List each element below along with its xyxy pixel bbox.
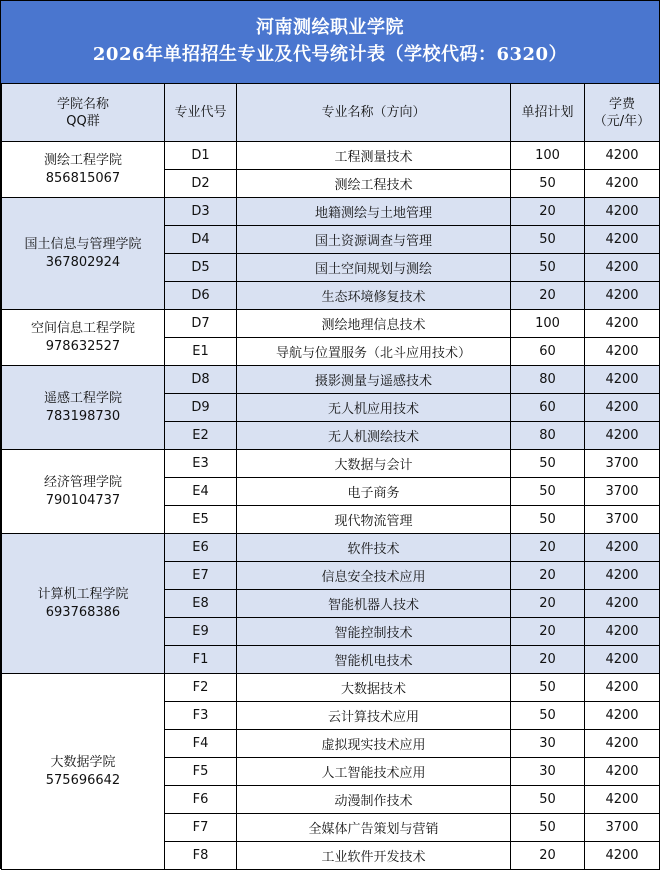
- college-name: 国土信息与管理学院: [24, 236, 142, 252]
- major-name: 现代物流管理: [237, 506, 511, 534]
- title-banner: [1, 1, 659, 83]
- major-name: 测绘工程技术: [237, 170, 511, 198]
- tuition-fee: 4200: [585, 842, 660, 870]
- major-code: F8: [165, 842, 237, 870]
- table-row: [2, 198, 660, 226]
- major-code: F2: [165, 674, 237, 702]
- table-title: 2026年单招招生专业及代号统计表（学校代码：6320）: [92, 44, 568, 65]
- major-name: 国土资源调查与管理: [237, 226, 511, 254]
- qq-group-number: 693768386: [45, 604, 121, 620]
- college-cell: [2, 674, 165, 870]
- major-name: 摄影测量与遥感技术: [237, 366, 511, 394]
- major-name: 大数据与会计: [237, 450, 511, 478]
- header-fee: [585, 84, 660, 142]
- tuition-fee: 3700: [585, 506, 660, 534]
- major-name: 无人机应用技术: [237, 394, 511, 422]
- major-name: 工程测量技术: [237, 142, 511, 170]
- tuition-fee: 4200: [585, 366, 660, 394]
- major-code: E3: [165, 450, 237, 478]
- major-name: 电子商务: [237, 478, 511, 506]
- major-name: 工业软件开发技术: [237, 842, 511, 870]
- header-college-label: 学院名称: [56, 96, 109, 112]
- college-cell: [2, 366, 165, 450]
- enrollment-plan: 20: [511, 590, 585, 618]
- major-code: E8: [165, 590, 237, 618]
- majors-table: [1, 83, 660, 870]
- enrollment-plan: 80: [511, 366, 585, 394]
- major-code: D1: [165, 142, 237, 170]
- major-name: 全媒体广告策划与营销: [237, 814, 511, 842]
- enrollment-plan: 50: [511, 170, 585, 198]
- college-name: 大数据学院: [50, 754, 116, 770]
- major-name: 导航与位置服务（北斗应用技术）: [237, 338, 511, 366]
- tuition-fee: 4200: [585, 730, 660, 758]
- major-code: E2: [165, 422, 237, 450]
- major-code: F1: [165, 646, 237, 674]
- tuition-fee: 3700: [585, 450, 660, 478]
- college-cell: [2, 450, 165, 534]
- tuition-fee: 4200: [585, 254, 660, 282]
- enrollment-plan: 50: [511, 814, 585, 842]
- major-name: 人工智能技术应用: [237, 758, 511, 786]
- major-code: D9: [165, 394, 237, 422]
- header-plan: 单招计划: [511, 84, 585, 142]
- tuition-fee: 4200: [585, 534, 660, 562]
- major-name: 智能控制技术: [237, 618, 511, 646]
- table-row: [2, 366, 660, 394]
- tuition-fee: 3700: [585, 478, 660, 506]
- major-code: D6: [165, 282, 237, 310]
- major-code: E7: [165, 562, 237, 590]
- major-name: 测绘地理信息技术: [237, 310, 511, 338]
- major-code: E4: [165, 478, 237, 506]
- major-code: D3: [165, 198, 237, 226]
- header-row: [2, 84, 660, 142]
- major-code: F4: [165, 730, 237, 758]
- major-code: F7: [165, 814, 237, 842]
- table-row: [2, 142, 660, 170]
- enrollment-plan: 20: [511, 646, 585, 674]
- header-code: 专业代号: [165, 84, 237, 142]
- major-name: 无人机测绘技术: [237, 422, 511, 450]
- enrollment-plan: 80: [511, 422, 585, 450]
- table-row: [2, 310, 660, 338]
- major-name: 信息安全技术应用: [237, 562, 511, 590]
- tuition-fee: 4200: [585, 394, 660, 422]
- tuition-fee: 4200: [585, 282, 660, 310]
- enrollment-plan: 50: [511, 674, 585, 702]
- major-code: D2: [165, 170, 237, 198]
- major-code: E9: [165, 618, 237, 646]
- tuition-fee: 4200: [585, 198, 660, 226]
- college-cell: [2, 534, 165, 674]
- tuition-fee: 4200: [585, 142, 660, 170]
- major-code: E6: [165, 534, 237, 562]
- enrollment-plan: 20: [511, 534, 585, 562]
- major-code: F3: [165, 702, 237, 730]
- college-cell: [2, 198, 165, 310]
- enrollment-plan: 50: [511, 478, 585, 506]
- major-code: D5: [165, 254, 237, 282]
- qq-group-number: 978632527: [45, 338, 121, 354]
- major-code: D4: [165, 226, 237, 254]
- major-name: 动漫制作技术: [237, 786, 511, 814]
- major-name: 大数据技术: [237, 674, 511, 702]
- enrollment-plan: 50: [511, 254, 585, 282]
- table-row: [2, 534, 660, 562]
- tuition-fee: 4200: [585, 786, 660, 814]
- college-cell: [2, 310, 165, 366]
- enrollment-plan: 20: [511, 842, 585, 870]
- college-name: 遥感工程学院: [43, 390, 122, 406]
- header-major: 专业名称（方向）: [237, 84, 511, 142]
- qq-group-number: 783198730: [45, 408, 121, 424]
- enrollment-plan: 100: [511, 142, 585, 170]
- major-name: 地籍测绘与土地管理: [237, 198, 511, 226]
- enrollment-plan: 20: [511, 618, 585, 646]
- college-name: 经济管理学院: [43, 474, 122, 490]
- tuition-fee: 4200: [585, 310, 660, 338]
- enrollment-plan: 30: [511, 758, 585, 786]
- college-name: 测绘工程学院: [43, 152, 122, 168]
- major-name: 智能机电技术: [237, 646, 511, 674]
- tuition-fee: 4200: [585, 338, 660, 366]
- header-fee-unit: （元/年）: [593, 113, 651, 129]
- tuition-fee: 4200: [585, 590, 660, 618]
- tuition-fee: 4200: [585, 758, 660, 786]
- enrollment-plan: 30: [511, 730, 585, 758]
- enrollment-plan: 50: [511, 450, 585, 478]
- table-row: [2, 450, 660, 478]
- college-name: 空间信息工程学院: [30, 320, 135, 336]
- enrollment-plan: 50: [511, 506, 585, 534]
- tuition-fee: 4200: [585, 702, 660, 730]
- major-code: D7: [165, 310, 237, 338]
- major-name: 软件技术: [237, 534, 511, 562]
- enrollment-plan: 50: [511, 226, 585, 254]
- major-code: E5: [165, 506, 237, 534]
- tuition-fee: 4200: [585, 674, 660, 702]
- enrollment-plan: 50: [511, 702, 585, 730]
- qq-group-number: 367802924: [45, 254, 121, 270]
- table-row: [2, 674, 660, 702]
- major-code: D8: [165, 366, 237, 394]
- enrollment-plan: 20: [511, 562, 585, 590]
- major-name: 智能机器人技术: [237, 590, 511, 618]
- college-name: 计算机工程学院: [37, 586, 129, 602]
- tuition-fee: 4200: [585, 562, 660, 590]
- enrollment-plan: 20: [511, 198, 585, 226]
- tuition-fee: 4200: [585, 226, 660, 254]
- major-name: 国土空间规划与测绘: [237, 254, 511, 282]
- major-code: F6: [165, 786, 237, 814]
- header-college: [2, 84, 165, 142]
- table-body: [2, 142, 660, 870]
- tuition-fee: 3700: [585, 814, 660, 842]
- major-code: F5: [165, 758, 237, 786]
- college-cell: [2, 142, 165, 198]
- major-name: 生态环境修复技术: [237, 282, 511, 310]
- major-code: E1: [165, 338, 237, 366]
- school-name: 河南测绘职业学院: [256, 17, 404, 38]
- tuition-fee: 4200: [585, 422, 660, 450]
- major-name: 虚拟现实技术应用: [237, 730, 511, 758]
- tuition-fee: 4200: [585, 618, 660, 646]
- enrollment-plan: 60: [511, 394, 585, 422]
- enrollment-plan: 20: [511, 282, 585, 310]
- enrollment-plan: 60: [511, 338, 585, 366]
- enrollment-plan: 100: [511, 310, 585, 338]
- qq-group-number: 790104737: [45, 492, 121, 508]
- qq-group-number: 856815067: [45, 170, 121, 186]
- qq-group-number: 575696642: [45, 772, 121, 788]
- tuition-fee: 4200: [585, 646, 660, 674]
- tuition-fee: 4200: [585, 170, 660, 198]
- major-name: 云计算技术应用: [237, 702, 511, 730]
- header-fee-label: 学费: [608, 96, 635, 112]
- enrollment-plan: 50: [511, 786, 585, 814]
- header-qq-label: QQ群: [66, 113, 100, 129]
